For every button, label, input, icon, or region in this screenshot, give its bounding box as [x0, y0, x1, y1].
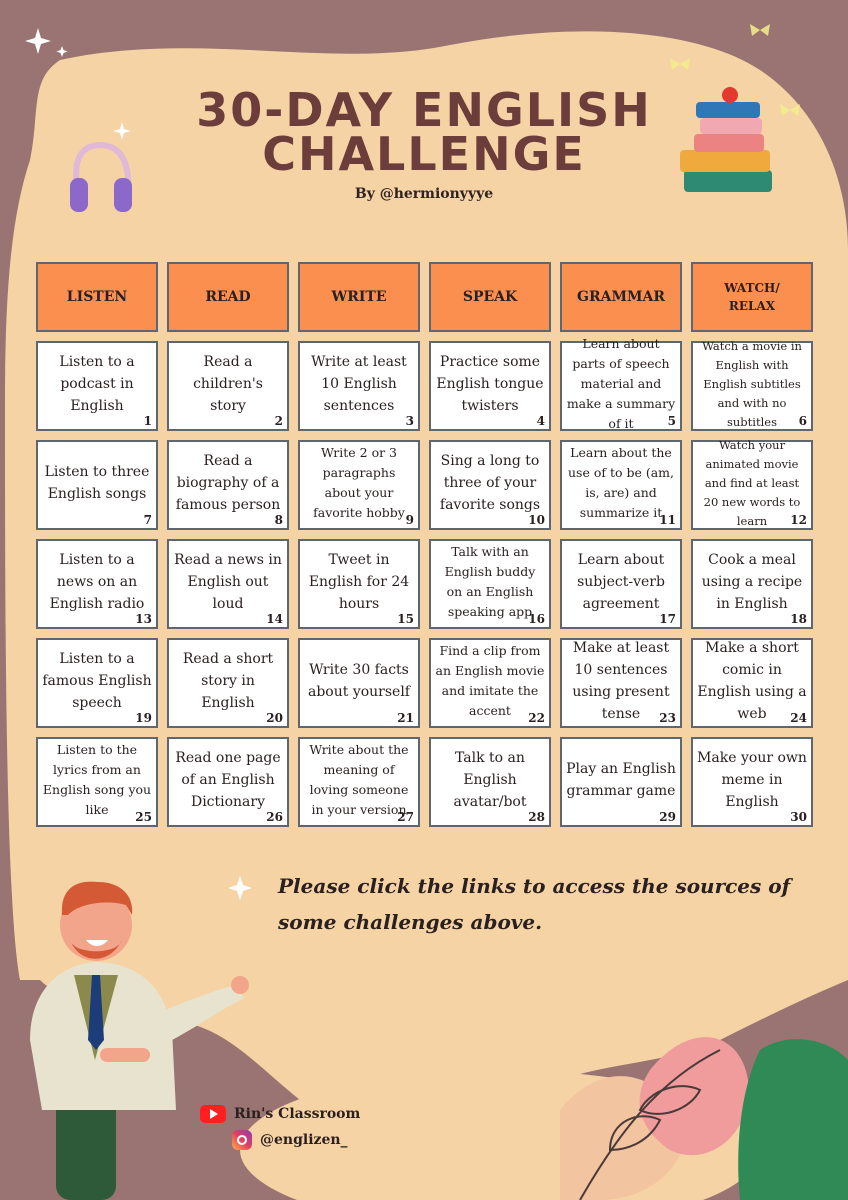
challenge-text: Read a short story in English	[182, 651, 274, 711]
challenge-day-2[interactable]	[167, 341, 289, 431]
challenge-text: Read a children's story	[193, 354, 263, 414]
challenge-day-17[interactable]	[560, 539, 682, 629]
challenge-text: Listen to a news on an English radio	[49, 552, 145, 612]
challenge-text: Read one page of an English Dictionary	[175, 750, 281, 810]
day-number: 29	[659, 810, 676, 824]
day-number: 14	[266, 612, 283, 626]
day-number: 11	[659, 513, 676, 527]
challenge-day-20[interactable]	[167, 638, 289, 728]
column-header-listen: LISTEN	[36, 262, 158, 332]
day-number: 17	[659, 612, 676, 626]
challenge-day-30[interactable]	[691, 737, 813, 827]
challenge-day-22[interactable]	[429, 638, 551, 728]
challenge-day-23[interactable]	[560, 638, 682, 728]
challenge-text: Talk with an English buddy on an English speaking app	[444, 544, 536, 619]
challenge-text: Talk to an English avatar/bot	[453, 750, 527, 810]
challenge-day-14[interactable]	[167, 539, 289, 629]
challenge-text: Write about the meaning of loving someone in your version	[309, 742, 409, 817]
challenge-text: Listen to the lyrics from an English song you like	[42, 742, 152, 817]
challenge-day-12[interactable]	[691, 437, 813, 530]
instagram-handle-link[interactable]	[232, 1130, 348, 1150]
day-number: 12	[790, 513, 807, 527]
day-number: 22	[528, 711, 545, 725]
challenge-day-7[interactable]	[36, 440, 158, 530]
day-number: 1	[143, 414, 152, 428]
column-header-read: READ	[167, 262, 289, 332]
challenge-text: Make at least 10 sentences using present tense	[572, 640, 670, 722]
challenge-text: Make your own meme in English	[697, 750, 807, 810]
author-byline: By @hermionyyye	[354, 186, 494, 202]
challenge-text: Tweet in English for 24 hours	[308, 552, 410, 612]
challenge-day-9[interactable]	[298, 440, 420, 530]
day-number: 19	[135, 711, 152, 725]
challenge-text: Listen to three English songs	[44, 464, 150, 502]
youtube-channel-name: Rin's Classroom	[234, 1106, 361, 1122]
challenge-text: Write at least 10 English sentences	[311, 354, 407, 414]
day-number: 7	[143, 513, 152, 527]
challenge-day-10[interactable]	[429, 440, 551, 530]
challenge-day-4[interactable]	[429, 341, 551, 431]
column-header-write: WRITE	[298, 262, 420, 332]
instagram-handle: @englizen_	[260, 1132, 348, 1148]
challenge-day-1[interactable]	[36, 341, 158, 431]
challenge-text: Read a biography of a famous person	[175, 453, 281, 513]
youtube-channel-link[interactable]	[200, 1105, 360, 1123]
challenge-text: Watch your animated movie and find at least 20 new words to learn	[703, 437, 801, 528]
day-number: 28	[528, 810, 545, 824]
column-header-speak: SPEAK	[429, 262, 551, 332]
challenge-text: Write 30 facts about yourself	[307, 662, 410, 700]
challenge-text: Practice some English tongue twisters	[436, 354, 544, 414]
challenge-text: Read a news in English out loud	[174, 552, 282, 612]
day-number: 24	[790, 711, 807, 725]
challenge-day-26[interactable]	[167, 737, 289, 827]
challenge-text: Listen to a famous English speech	[42, 651, 152, 711]
challenge-day-27[interactable]	[298, 737, 420, 827]
poster-title-line1: 30-DAY ENGLISH	[196, 83, 652, 137]
day-number: 3	[405, 414, 414, 428]
challenge-text: Watch a movie in English with English subtitles and with no subtitles	[702, 338, 802, 429]
challenge-day-19[interactable]	[36, 638, 158, 728]
day-number: 26	[266, 810, 283, 824]
challenge-text: Listen to a podcast in English	[59, 354, 135, 414]
challenge-day-8[interactable]	[167, 440, 289, 530]
day-number: 5	[667, 414, 676, 428]
challenge-text: Learn about parts of speech material and make a summary of it	[566, 336, 676, 431]
links-note: Please click the links to access the sources of some challenges above.	[278, 874, 791, 934]
day-number: 23	[659, 711, 676, 725]
challenge-day-16[interactable]	[429, 539, 551, 629]
day-number: 8	[274, 513, 283, 527]
day-number: 30	[790, 810, 807, 824]
challenge-day-15[interactable]	[298, 539, 420, 629]
day-number: 10	[528, 513, 545, 527]
challenge-text: Find a clip from an English movie and imitate the accent	[435, 643, 545, 718]
challenge-day-11[interactable]	[560, 440, 682, 530]
challenge-day-29[interactable]	[560, 737, 682, 827]
day-number: 15	[397, 612, 414, 626]
day-number: 6	[798, 414, 807, 428]
day-number: 9	[405, 513, 414, 527]
day-number: 13	[135, 612, 152, 626]
day-number: 18	[790, 612, 807, 626]
day-number: 2	[274, 414, 283, 428]
column-header-watch-relax: WATCH/ RELAX	[691, 262, 813, 332]
day-number: 16	[528, 612, 545, 626]
challenge-day-25[interactable]	[36, 737, 158, 827]
instagram-icon	[232, 1130, 252, 1150]
challenge-text: Play an English grammar game	[566, 761, 676, 799]
day-number: 4	[536, 414, 545, 428]
challenge-text: Cook a meal using a recipe in English	[701, 552, 803, 612]
challenge-day-28[interactable]	[429, 737, 551, 827]
challenge-text: Make a short comic in English using a web	[697, 640, 807, 722]
poster-title-line2: CHALLENGE	[262, 127, 586, 181]
challenge-day-18[interactable]	[691, 539, 813, 629]
day-number: 20	[266, 711, 283, 725]
challenge-day-6[interactable]	[691, 338, 813, 431]
challenge-text: Learn about the use of to be (am, is, are) and summarize it	[567, 445, 674, 520]
column-header-grammar: GRAMMAR	[560, 262, 682, 332]
challenge-day-3[interactable]	[298, 341, 420, 431]
day-number: 21	[397, 711, 414, 725]
day-number: 25	[135, 810, 152, 824]
challenge-text: Learn about subject-verb agreement	[577, 552, 665, 612]
youtube-icon	[200, 1105, 226, 1123]
challenge-day-24[interactable]	[691, 638, 813, 728]
challenge-text: Write 2 or 3 paragraphs about your favorite hobby	[313, 445, 405, 520]
day-number: 27	[397, 810, 414, 824]
challenge-day-21[interactable]	[298, 638, 420, 728]
challenge-day-5[interactable]	[560, 336, 682, 431]
challenge-text: Sing a long to three of your favorite songs	[439, 453, 541, 513]
challenge-day-13[interactable]	[36, 539, 158, 629]
